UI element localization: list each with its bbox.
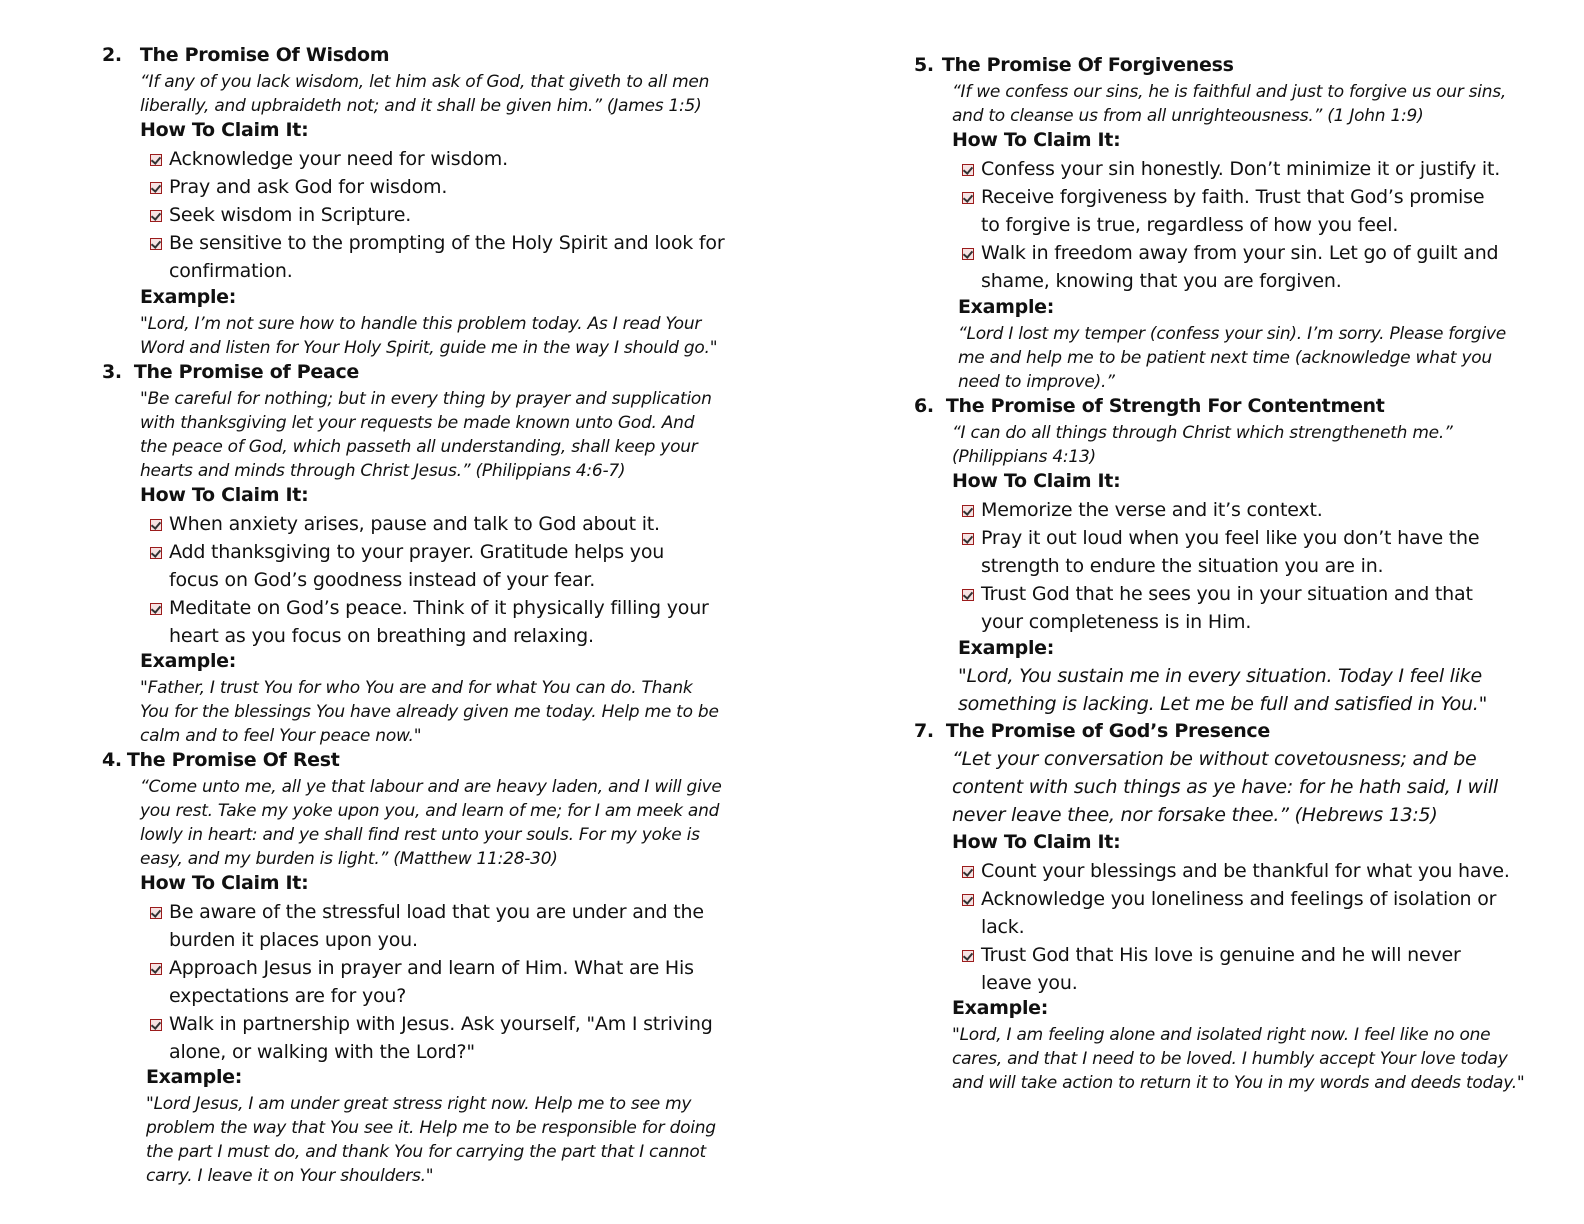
example-prayer: "Father, I trust You for who You are and for what You can do. Thank You for the blessings You have already given me today. Help me to be calm and to feel Your peace now." — [140, 678, 719, 746]
claim-step: Be sensitive to the prompting of the Holy Spirit and look for confirmation. — [169, 232, 725, 282]
claim-step: Seek wisdom in Scripture. — [169, 204, 412, 226]
checkbox-checked-icon — [962, 164, 974, 176]
claim-step: Pray it out loud when you feel like you don’t have the strength to endure the situation you are in. — [981, 527, 1480, 577]
section-number: 2. — [102, 44, 122, 66]
checkbox-checked-icon — [962, 894, 974, 906]
example-prayer: "Lord Jesus, I am under great stress right now. Help me to see my problem the way that You see it. Help me to be responsible for doing the part I must do, and thank You for carrying the part that I cannot carry. I leave it on Your shoulders." — [146, 1094, 716, 1186]
section-number: 5. — [914, 54, 934, 76]
checkbox-checked-icon — [150, 603, 162, 615]
section-title: The Promise Of Forgiveness — [941, 54, 1234, 76]
claim-step: Trust God that he sees you in your situation and that your completeness is in Him. — [981, 583, 1473, 633]
claim-step: Walk in partnership with Jesus. Ask yourself, "Am I striving alone, or walking with the Lord?" — [169, 1013, 713, 1063]
checkbox-checked-icon — [150, 907, 162, 919]
claim-step: Count your blessings and be thankful for what you have. — [981, 860, 1510, 882]
checkbox-checked-icon — [962, 589, 974, 601]
scripture-verse: “If any of you lack wisdom, let him ask of God, that giveth to all men liberally, and upbraideth not; and it shall be given him.” (James 1:5) — [140, 72, 710, 116]
example-label: Example: — [140, 650, 237, 672]
example-prayer: "Lord, I am feeling alone and isolated right now. I feel like no one cares, and that I need to be loved. I humbly accept Your love today and will take action to return it to You in my words and deeds today." — [952, 1025, 1525, 1093]
example-label: Example: — [958, 637, 1055, 659]
example-label: Example: — [140, 286, 237, 308]
section-number: 7. — [914, 720, 934, 742]
how-to-claim-label: How To Claim It: — [140, 119, 309, 141]
claim-step: Approach Jesus in prayer and learn of Him. What are His expectations are for you? — [169, 957, 694, 1007]
scripture-verse: “I can do all things through Christ which strengtheneth me.” (Philippians 4:13) — [952, 423, 1453, 467]
checkbox-checked-icon — [150, 182, 162, 194]
example-label: Example: — [146, 1066, 243, 1088]
claim-step: Memorize the verse and it’s context. — [981, 499, 1323, 521]
example-prayer: "Lord, You sustain me in every situation. Today I feel like something is lacking. Let me be full and satisfied in You." — [958, 665, 1488, 715]
claim-step: Be aware of the stressful load that you are under and the burden it places upon you. — [169, 901, 704, 951]
scripture-verse: “Let your conversation be without covetousness; and be content with such things as ye have: for he hath said, I will never leave thee, nor forsake thee.” (Hebrews 13:5) — [952, 748, 1498, 826]
checkbox-checked-icon — [150, 963, 162, 975]
claim-step: Walk in freedom away from your sin. Let go of guilt and shame, knowing that you are forgiven. — [981, 242, 1499, 292]
checkbox-checked-icon — [150, 547, 162, 559]
section-title: The Promise of Strength For Contentment — [945, 395, 1385, 417]
section-heading — [102, 361, 359, 383]
scripture-verse: “If we confess our sins, he is faithful and just to forgive us our sins, and to cleanse us from all unrighteousness.” (1 John 1:9) — [952, 82, 1507, 126]
claim-step: Receive forgiveness by faith. Trust that God’s promise to forgive is true, regardless of how you feel. — [981, 186, 1485, 236]
section-heading — [102, 749, 340, 771]
checkbox-checked-icon — [150, 238, 162, 250]
how-to-claim-label: How To Claim It: — [952, 470, 1121, 492]
section-title: The Promise Of Wisdom — [139, 44, 390, 66]
checkbox-checked-icon — [150, 154, 162, 166]
claim-step: Acknowledge your need for wisdom. — [169, 148, 508, 170]
checkbox-checked-icon — [962, 505, 974, 517]
how-to-claim-label: How To Claim It: — [952, 831, 1121, 853]
checkbox-checked-icon — [962, 866, 974, 878]
claim-step: Meditate on God’s peace. Think of it physically filling your heart as you focus on breathing and relaxing. — [169, 597, 709, 647]
how-to-claim-label: How To Claim It: — [140, 484, 309, 506]
checkbox-checked-icon — [962, 248, 974, 260]
checkbox-checked-icon — [962, 192, 974, 204]
section-heading — [914, 54, 1234, 76]
claim-step: Add thanksgiving to your prayer. Gratitude helps you focus on God’s goodness instead of your fear. — [169, 541, 665, 591]
section-title: The Promise Of Rest — [126, 749, 340, 771]
example-label: Example: — [952, 997, 1049, 1019]
checkbox-checked-icon — [150, 210, 162, 222]
section-number: 4. — [102, 749, 122, 771]
claim-step: Pray and ask God for wisdom. — [169, 176, 448, 198]
claim-step: Acknowledge you loneliness and feelings of isolation or lack. — [981, 888, 1497, 938]
checkbox-checked-icon — [150, 519, 162, 531]
scripture-verse: “Come unto me, all ye that labour and are heavy laden, and I will give you rest. Take my yoke upon you, and learn of me; for I am meek and lowly in heart: and ye shall find rest unto your souls. For my yoke is easy, and my burden is light.” (Matthew 11:28-30) — [140, 777, 722, 869]
example-label: Example: — [958, 296, 1055, 318]
section-title: The Promise of God’s Presence — [945, 720, 1270, 742]
claim-step: Trust God that His love is genuine and he will never leave you. — [981, 944, 1461, 994]
section-heading — [914, 720, 1270, 742]
section-title: The Promise of Peace — [133, 361, 360, 383]
section-number: 3. — [102, 361, 122, 383]
checkbox-checked-icon — [962, 533, 974, 545]
how-to-claim-label: How To Claim It: — [140, 872, 309, 894]
checkbox-checked-icon — [150, 1019, 162, 1031]
how-to-claim-label: How To Claim It: — [952, 129, 1121, 151]
claim-step: When anxiety arises, pause and talk to God about it. — [169, 513, 660, 535]
claim-step: Confess your sin honestly. Don’t minimize it or justify it. — [981, 158, 1501, 180]
example-prayer: “Lord I lost my temper (confess your sin). I’m sorry. Please forgive me and help me to be patient next time (acknowledge what you need to improve).” — [958, 324, 1506, 392]
section-number: 6. — [914, 395, 934, 417]
section-heading — [914, 395, 1385, 417]
section-heading — [102, 44, 389, 66]
example-prayer: "Lord, I’m not sure how to handle this problem today. As I read Your Word and listen for Your Holy Spirit, guide me in the way I should go." — [140, 314, 718, 358]
scripture-verse: "Be careful for nothing; but in every thing by prayer and supplication with thanksgiving let your requests be made known unto God. And the peace of God, which passeth all understanding, shall keep your hearts and minds through Christ Jesus.” (Philippians 4:6-7) — [140, 389, 712, 481]
checkbox-checked-icon — [962, 950, 974, 962]
